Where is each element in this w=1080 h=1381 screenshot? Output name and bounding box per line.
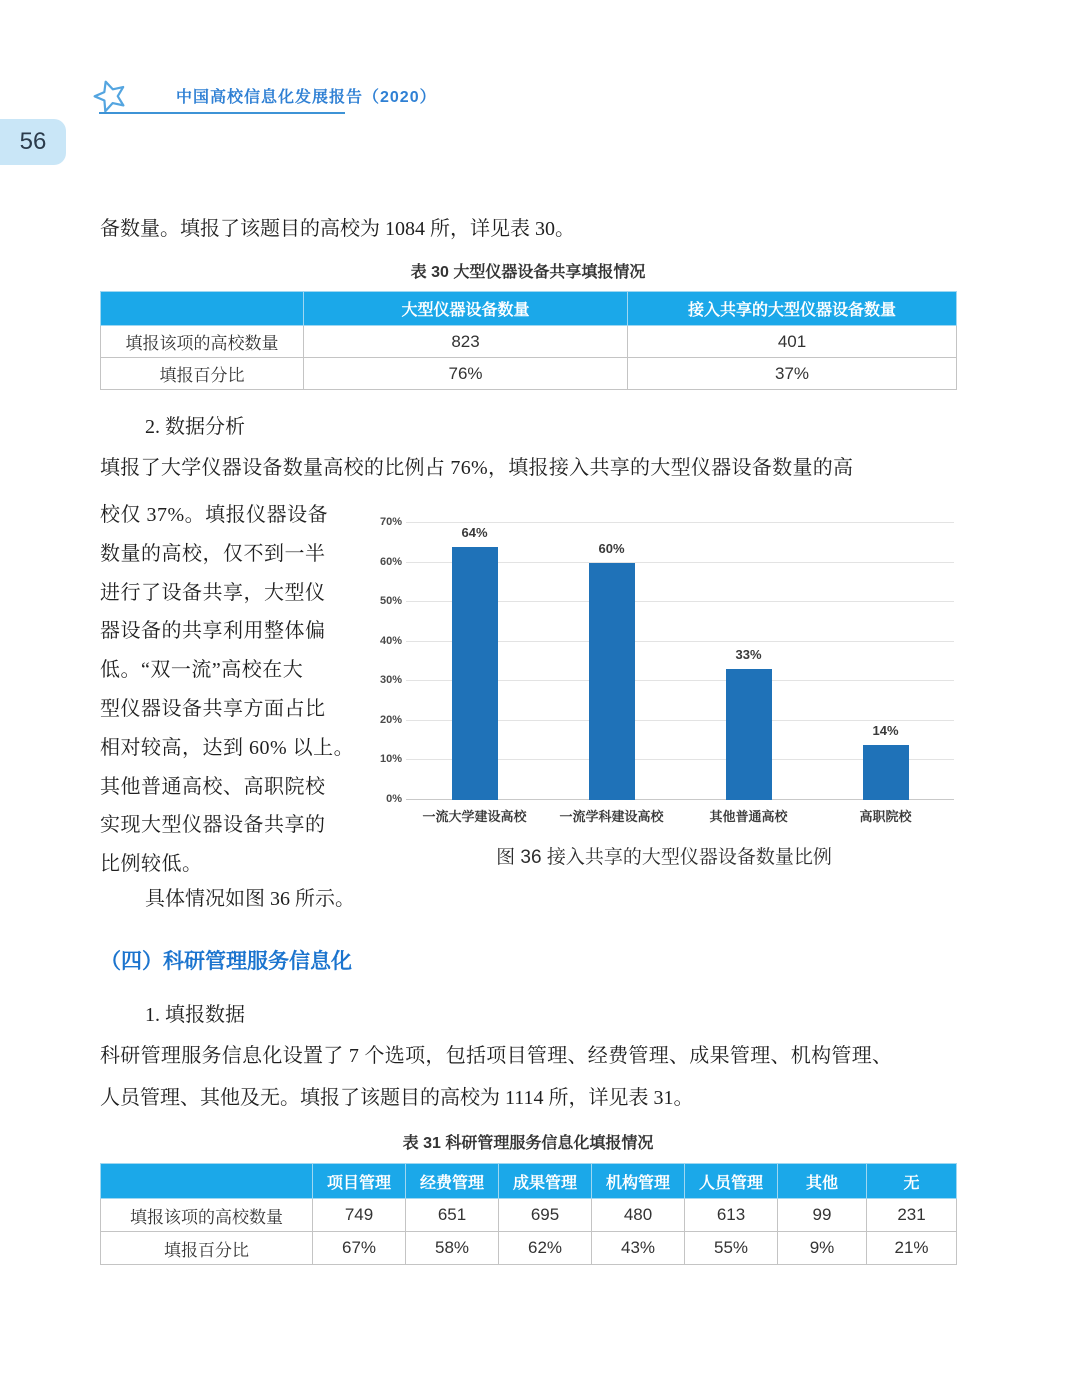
cell-value: 37% [628,358,957,390]
table-row [101,326,957,358]
cell-value: 76% [304,358,628,390]
column-header: 大型仪器设备数量 [304,292,628,326]
bar-value-label: 60% [598,540,625,556]
y-tick-label: 30% [379,674,402,687]
column-header: 机构管理 [592,1164,685,1199]
y-tick-label: 50% [379,595,402,608]
row-label: 填报该项的高校数量 [101,326,304,358]
paragraph-line: 校仅 37%。填报仪器设备 [100,504,329,526]
cell-value: 55% [685,1232,778,1265]
cell-value: 749 [313,1199,406,1232]
paragraph-line: 其他普通高校、高职院校 [100,775,326,798]
paragraph-device-count: 备数量。填报了该题目的高校为 1084 所，详见表 30。 [100,218,575,240]
paragraph-research-line2: 人员管理、其他及无。填报了该题目的高校为 1114 所，详见表 31。 [100,1087,694,1109]
table30 [100,291,957,390]
x-category-label: 一流学科建设高校 [559,809,664,824]
cell-value: 231 [867,1199,957,1232]
figure-36 [372,496,956,884]
section-data-analysis: 2. 数据分析 [145,416,245,438]
table-row [101,1199,957,1232]
x-category-label: 其他普通高校 [709,809,788,824]
bar-slot [680,523,817,800]
paragraph-analysis-wrapped [100,496,372,884]
paragraph-see-figure: 具体情况如图 36 所示。 [145,888,355,910]
column-header: 成果管理 [499,1164,592,1199]
column-header: 经费管理 [406,1164,499,1199]
bar-chart-plot [379,516,954,805]
cell-value: 613 [685,1199,778,1232]
column-header: 项目管理 [313,1164,406,1199]
x-category-label: 一流大学建设高校 [422,809,527,824]
header-underline [99,112,345,114]
row-label: 填报百分比 [101,358,304,390]
y-tick-label: 40% [379,634,402,647]
paragraph-research-line1: 科研管理服务信息化设置了 7 个选项，包括项目管理、经费管理、成果管理、机构管理、 [100,1045,893,1067]
row-label: 填报百分比 [101,1232,313,1265]
cell-value: 62% [499,1232,592,1265]
cell-value: 43% [592,1232,685,1265]
table31 [100,1163,957,1265]
column-header [101,292,304,326]
column-header: 接入共享的大型仪器设备数量 [628,292,957,326]
y-tick-label: 0% [386,793,402,805]
cell-value: 21% [867,1232,957,1265]
cell-value: 401 [628,326,957,358]
bar-slot [543,523,680,800]
cell-value: 651 [406,1199,499,1232]
paragraph-line: 型仪器设备共享方面占比 [100,697,326,720]
cell-value: 67% [313,1232,406,1265]
table-row [101,358,957,390]
cell-value: 9% [778,1232,867,1265]
table-row [101,1232,957,1265]
column-header: 其他 [778,1164,867,1199]
row-label: 填报该项的高校数量 [101,1199,313,1232]
column-header: 人员管理 [685,1164,778,1199]
paragraph-analysis-line1: 填报了大学仪器设备数量高校的比例占 76%，填报接入共享的大型仪器设备数量的高 [100,457,854,479]
page-number: 56 [19,128,47,155]
section4-heading: （四）科研管理服务信息化 [100,950,352,973]
bar-chart-x-labels [406,806,954,828]
bar-value-label: 33% [735,647,762,663]
bar-slot [406,523,543,800]
bar-一流大学建设高校 [452,547,498,800]
y-tick-label: 10% [379,753,402,766]
bar-其他普通高校 [726,669,772,800]
cell-value: 58% [406,1232,499,1265]
y-tick-label: 20% [379,713,402,726]
bar-value-label: 14% [872,722,899,738]
cell-value: 695 [499,1199,592,1232]
cell-value: 823 [304,326,628,358]
paragraph-line: 实现大型仪器设备共享的 [100,814,326,837]
paragraph-line: 器设备的共享利用整体偏 [100,620,326,643]
x-category-label: 高职院校 [859,809,912,824]
figure-36-caption: 图 36 接入共享的大型仪器设备数量比例 [496,847,832,868]
star-icon [93,78,127,112]
y-tick-label: 70% [379,516,402,528]
table31-header-row [101,1164,957,1199]
paragraph-line: 低。“双一流”高校在大 [100,659,304,682]
y-tick-label: 60% [379,555,402,568]
table30-caption: 表 30 大型仪器设备共享填报情况 [410,264,646,281]
page-number-badge [0,119,66,165]
column-header [101,1164,313,1199]
paragraph-line: 数量的高校，仅不到一半 [100,542,326,565]
paragraph-line: 比例较低。 [100,853,203,876]
report-title: 中国高校信息化发展报告（2020） [176,89,437,106]
cell-value: 99 [778,1199,867,1232]
bar-value-label: 64% [461,524,488,540]
bar-一流学科建设高校 [589,563,635,800]
bar-高职院校 [863,745,909,800]
bar-slot [817,523,954,800]
table31-caption: 表 31 科研管理服务信息化填报情况 [402,1135,654,1152]
table30-header-row [101,292,957,326]
column-header: 无 [867,1164,957,1199]
cell-value: 480 [592,1199,685,1232]
section-fill-data: 1. 填报数据 [145,1004,245,1026]
figure-row [100,496,956,884]
paragraph-line: 相对较高，达到 60% 以上。 [100,736,355,759]
paragraph-line: 进行了设备共享，大型仪 [100,581,326,604]
